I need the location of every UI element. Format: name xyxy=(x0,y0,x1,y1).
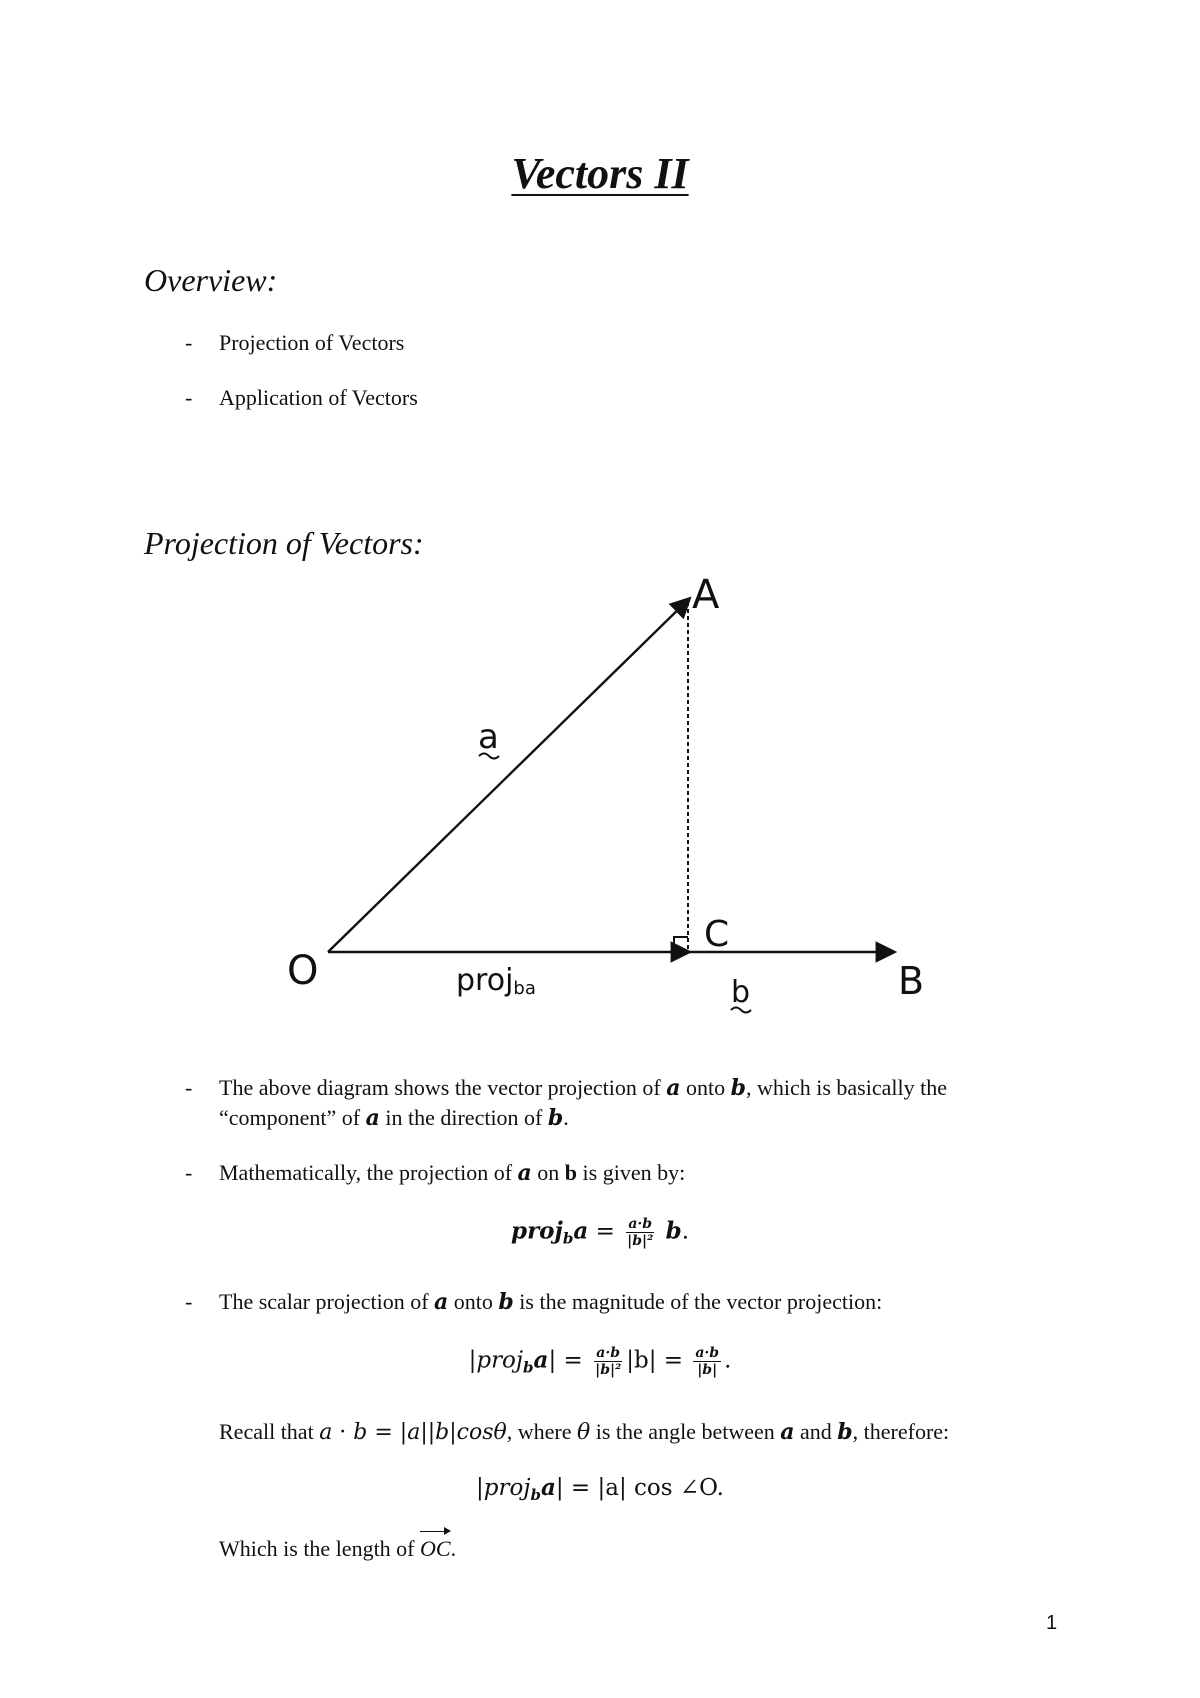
bullet-projection-definition: Mathematically, the projection of a on b is given by: xyxy=(219,1160,686,1186)
proj-label: projba xyxy=(456,963,536,999)
page-number: 1 xyxy=(1046,1612,1058,1634)
right-angle-marker xyxy=(674,937,688,952)
bullet-scalar-projection: The scalar projection of a onto b is the magnitude of the vector projection: xyxy=(219,1289,883,1315)
point-b-label: B xyxy=(898,959,925,1003)
recall-line: Recall that a · b = |a||b|cosθ, where θ is the angle between a and b, therefore: xyxy=(219,1419,950,1445)
bullet-marker: - xyxy=(185,1289,193,1314)
vector-a-line xyxy=(328,598,690,952)
length-of-oc-line: Which is the length of OC. xyxy=(219,1534,1049,1564)
bullet-marker: - xyxy=(185,330,193,355)
point-o-label: O xyxy=(287,948,319,994)
bullet-marker: - xyxy=(185,1075,193,1100)
bullet-marker: - xyxy=(185,385,193,410)
vector-a-label: a xyxy=(478,717,499,757)
point-c-label: C xyxy=(704,914,730,955)
bullet-marker: - xyxy=(185,1160,193,1185)
oc-vector: OC xyxy=(420,1534,451,1564)
vector-projection-formula: proj$_b$a = $\frac{a\cdot b}{\text{|b|²}}$ b. xyxy=(510,1216,689,1249)
overview-heading: Overview: xyxy=(144,262,278,298)
bullet-diagram-description: The above diagram shows the vector projection of a onto b, which is basically the “component” of a in the direction of b. xyxy=(219,1075,947,1131)
cosine-projection-formula: |proj$_b$a| = |a| cos ∠O. xyxy=(476,1474,724,1504)
overview-item-application: Application of Vectors xyxy=(219,385,418,410)
overview-item-projection: Projection of Vectors xyxy=(219,330,405,355)
projection-heading: Projection of Vectors: xyxy=(144,525,424,561)
scalar-projection-formula: |proj$_b$a| = $\frac{a\cdot b}{\text{|b|²}}$ |b| = $\frac{a\cdot b}{|b|}$ . xyxy=(468,1345,732,1378)
point-a-label: A xyxy=(692,572,720,618)
vector-b-label: b xyxy=(731,975,751,1010)
page-title: Vectors II xyxy=(511,149,689,198)
